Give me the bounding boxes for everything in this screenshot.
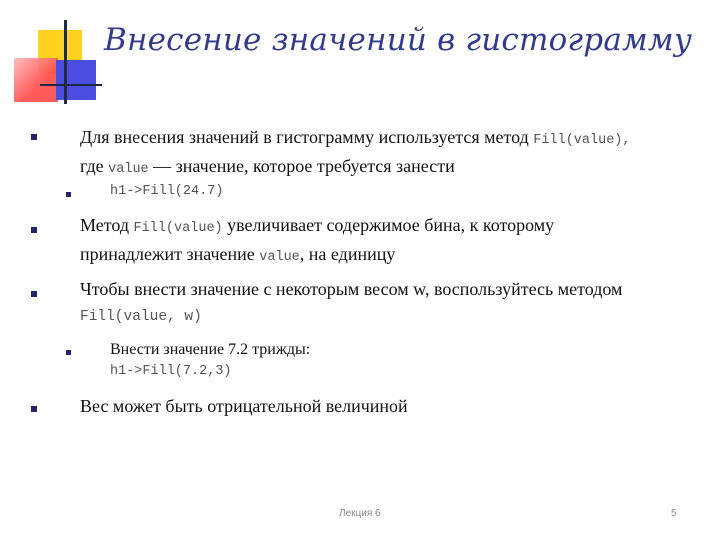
bullet-2-text-3: принадлежит значение xyxy=(80,244,260,264)
bullet-marker xyxy=(31,227,37,233)
slide-title: Внесение значений в гистограмму xyxy=(104,22,693,58)
bullet-2-text-4: , на единицу xyxy=(299,244,396,264)
bullet-2-text-2: увеличивает содержимое бина, к которому xyxy=(222,215,555,235)
bullet-1-text-3: — значение, которое требуется занести xyxy=(148,156,455,176)
bullet-1-code: Fill(value) xyxy=(533,133,623,148)
bullet-1-comma: , xyxy=(622,133,631,148)
bullet-3-code: Fill(value, w) xyxy=(80,309,202,325)
logo-blue-square xyxy=(56,60,96,100)
bullet-2-line-1 xyxy=(80,214,554,240)
bullet-1-text: Для внесения значений в гистограмму используется метод xyxy=(80,127,534,147)
bullet-2-line-2 xyxy=(80,243,395,269)
sub-bullet-1-code: h1->Fill(24.7) xyxy=(110,184,224,199)
bullet-1-code-2: value xyxy=(108,162,149,177)
logo-horizontal-line xyxy=(40,84,102,86)
logo-vertical-line xyxy=(64,20,67,104)
sub-bullet-3-code: h1->Fill(7.2,3) xyxy=(110,364,232,379)
bullet-1-line-1 xyxy=(80,126,631,152)
footer-lecture: Лекция 6 xyxy=(339,508,381,519)
sub-bullet-marker xyxy=(66,192,71,197)
footer-page-number: 5 xyxy=(671,508,677,519)
logo-red-fade xyxy=(14,58,58,102)
bullet-4-text: Вес может быть отрицательной величиной xyxy=(80,396,408,416)
bullet-3-line-1: Чтобы внести значение с некоторым весом w, воспользуйтесь методом xyxy=(80,279,623,299)
bullet-2-text: Метод xyxy=(80,215,134,235)
sub-bullet-3-text: Внести значение 7.2 трижды: xyxy=(110,341,311,358)
bullet-marker xyxy=(31,291,37,297)
bullet-2-code: Fill(value) xyxy=(133,221,223,236)
sub-bullet-marker xyxy=(66,350,71,355)
bullet-marker xyxy=(31,406,37,412)
corner-logo xyxy=(0,0,110,110)
bullet-1-line-2 xyxy=(80,155,455,181)
bullet-marker xyxy=(31,134,37,140)
bullet-2-code-2: value xyxy=(259,250,300,265)
bullet-1-text-2: где xyxy=(80,156,109,176)
